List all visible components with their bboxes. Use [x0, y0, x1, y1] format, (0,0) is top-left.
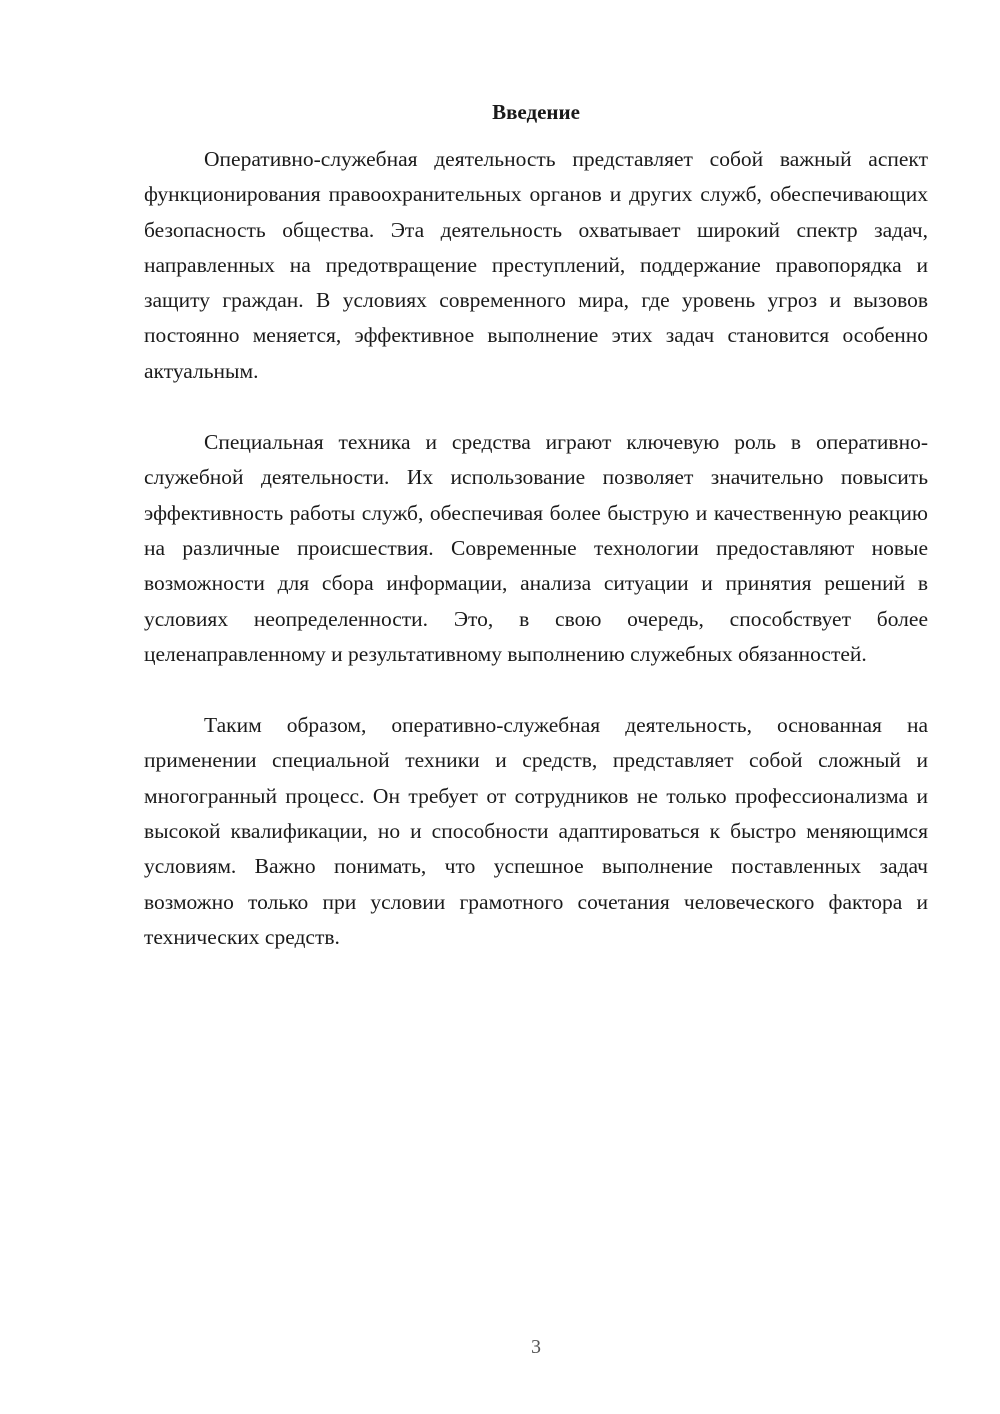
section-heading: Введение: [492, 100, 580, 124]
body-text: [144, 142, 928, 991]
page-number: 3: [531, 1336, 541, 1358]
paragraph-2: Специальная техника и средства играют ключевую роль в оперативно-служебной деятельности. Их использование позволяет значительно повысить эффективность работы служб, обеспечивая более быструю и качественную реакцию на различные происшествия. Современные технологии предоставляют новые возможности для сбора информации, анализа ситуации и принятия решений в условиях неопределенности. Это, в свою очередь, способствует более целенаправленному и результативному выполнению служебных обязанностей.: [144, 430, 928, 666]
paragraph-3: Таким образом, оперативно-служебная деятельность, основанная на применении специальной техники и средств, представляет собой сложный и многогранный процесс. Он требует от сотрудников не только профессионализма и высокой квалификации, но и способности адаптироваться к быстро меняющимся условиям. Важно понимать, что успешное выполнение поставленных задач возможно только при условии грамотного сочетания человеческого фактора и технических средств.: [144, 713, 928, 949]
paragraph-1: Оперативно-служебная деятельность представляет собой важный аспект функционирования правоохранительных органов и других служб, обеспечивающих безопасность общества. Эта деятельность охватывает широкий спектр задач, направленных на предотвращение преступлений, поддержание правопорядка и защиту граждан. В условиях современного мира, где уровень угроз и вызовов постоянно меняется, эффективное выполнение этих задач становится особенно актуальным.: [144, 147, 928, 383]
